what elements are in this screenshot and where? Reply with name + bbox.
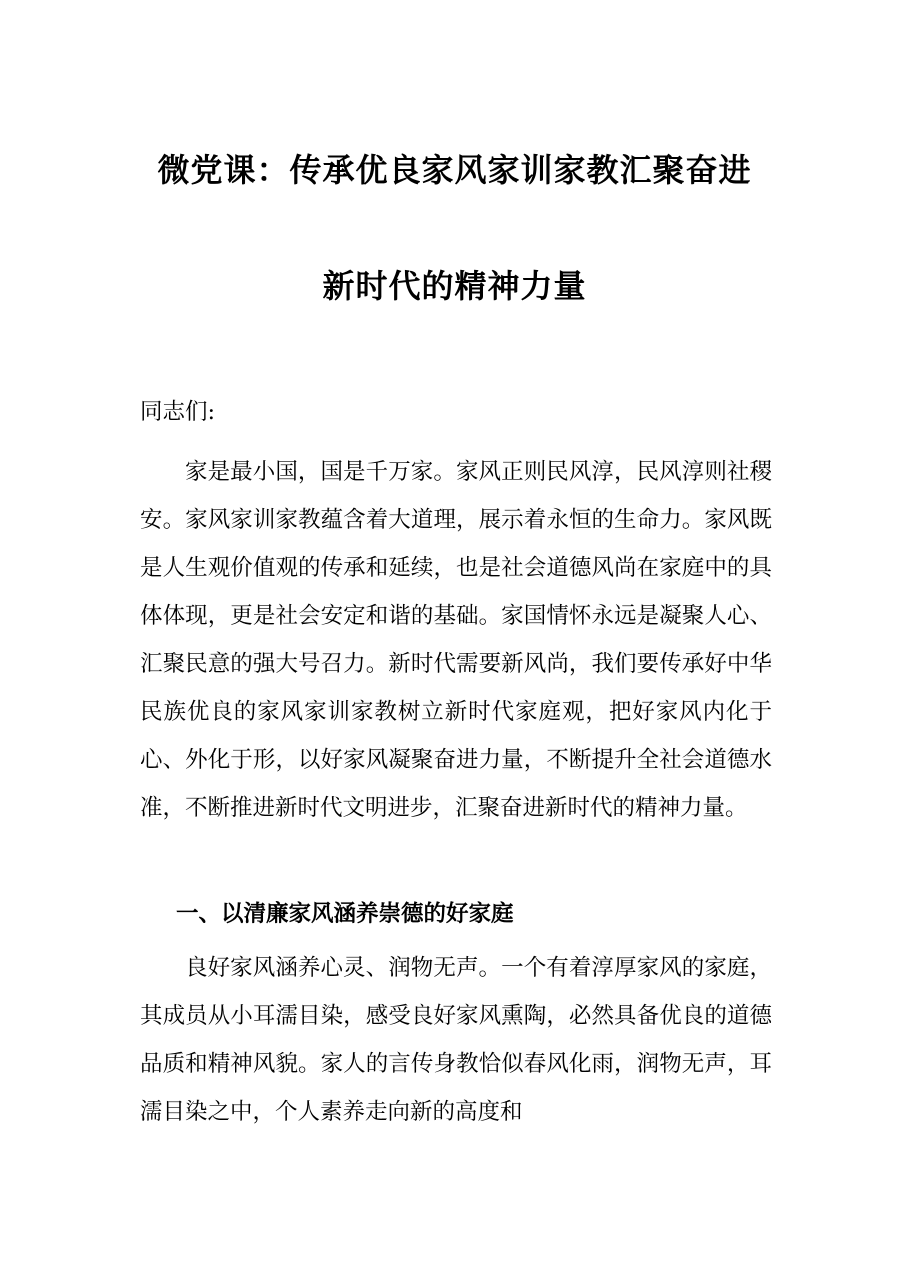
salutation: 同志们: (140, 399, 216, 425)
paragraph-intro: 家是最小国，国是千万家。家风正则民风淳，民风淳则社稷安。家风家训家教蕴含着大道理，展示着永恒的生命力。家风既是人生观价值观的传承和延续，也是社会道德风尚在家庭中的具体体现，更是社会安定和谐的基础。家国情怀永远是凝聚人心、汇聚民意的强大号召力。新时代需要新风尚，我们要传承好中华民族优良的家风家训家教树立新时代家庭观，把好家风内化于心、外化于形，以好家风凝聚奋进力量，不断提升全社会道德水准，不断推进新时代文明进步，汇聚奋进新时代的精神力量。 (140, 459, 772, 821)
section-heading-1: 一、以清廉家风涵养崇德的好家庭 (176, 901, 514, 927)
document-title-line-2: 新时代的精神力量 (322, 267, 587, 305)
document-title-line-1: 微党课：传承优良家风家训家教汇聚奋进 (157, 151, 752, 189)
paragraph-section-1: 良好家风涵养心灵、润物无声。一个有着淳厚家风的家庭，其成员从小耳濡目染，感受良好家风熏陶，必然具备优良的道德品质和精神风貌。家人的言传身教恰似春风化雨，润物无声，耳濡目染之中，个人素养走向新的高度和 (140, 955, 772, 1125)
